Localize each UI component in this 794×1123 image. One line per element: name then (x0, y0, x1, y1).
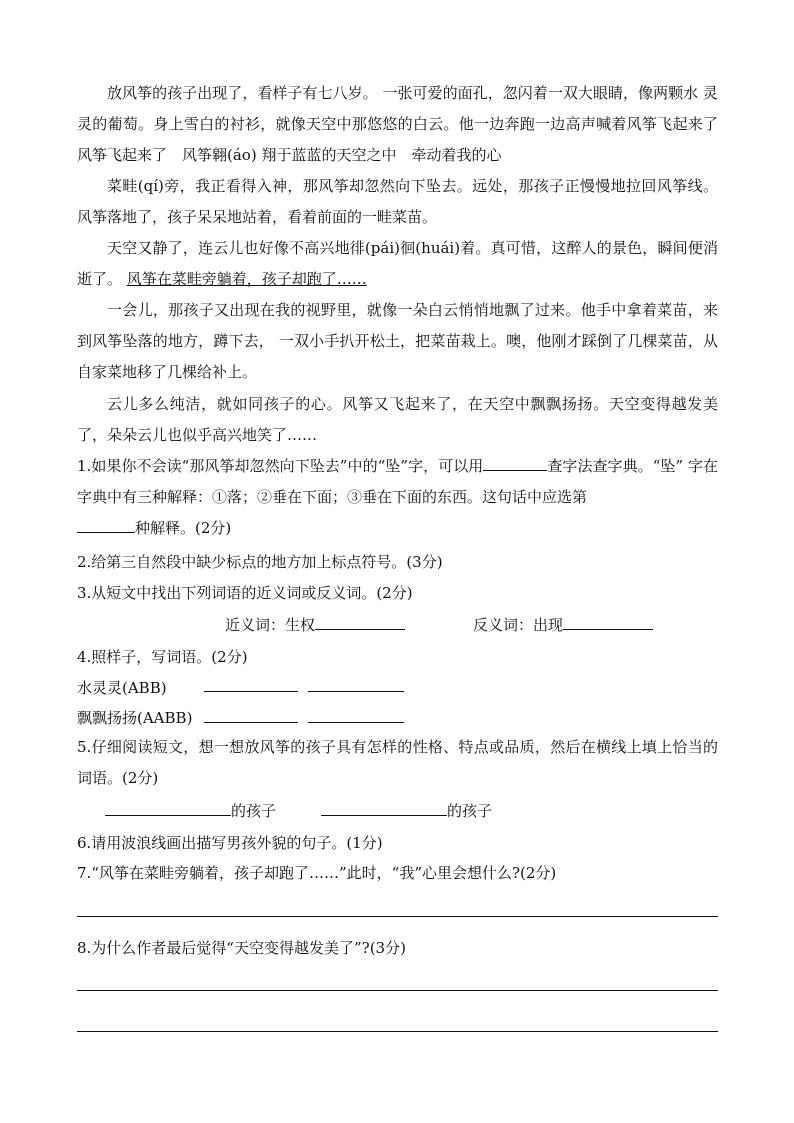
synonym-label: 近义词：生权 (225, 616, 316, 634)
abb-blank-1[interactable] (204, 677, 298, 692)
question-1-text-a: 1.如果你不会读“那风筝却忽然向下坠去”中的“坠”字，可以用 (77, 457, 484, 475)
answer-blank-1a[interactable] (483, 456, 547, 471)
question-8: 8.为什么作者最后觉得“天空变得越发美了”?(3分) (77, 939, 406, 957)
abb-label: 水灵灵(ABB) (77, 679, 167, 697)
question-4: 4.照样子，写词语。(2分) (77, 648, 248, 666)
passage-paragraph-3-text: 天空又静了，连云儿也好像不高兴地徘(pái)徊(huái)着。真可惜，这醉人的景色，瞬间便消逝了。 (77, 239, 718, 288)
passage-paragraph-1: 放风筝的孩子出现了，看样子有七八岁。 一张可爱的面孔，忽闪着一双大眼睛，像两颗水 灵灵的葡萄。身上雪白的衬衫，就像天空中那悠悠的白云。他一边奔跑一边高声喊着风筝飞起来了 风筝飞起来了 风筝翱(áo) 翔于蓝蓝的天空之中 牵动着我的心 (77, 84, 734, 164)
trait-blank-1[interactable] (105, 801, 231, 816)
question-3: 3.从短文中找出下列词语的近义词或反义词。(2分) (77, 584, 413, 602)
antonym-blank[interactable] (563, 615, 653, 630)
underlined-sentence: 风筝在菜畦旁躺着，孩子却跑了…… (126, 270, 367, 288)
trait-suffix-2: 的孩子 (447, 802, 493, 820)
answer-line-7[interactable] (77, 916, 718, 917)
trait-suffix-1: 的孩子 (231, 802, 277, 820)
answer-blank-1b[interactable] (77, 518, 135, 533)
aabb-label: 飘飘扬扬(AABB) (77, 709, 193, 727)
question-1 (77, 451, 718, 544)
synonym-blank[interactable] (315, 615, 405, 630)
passage-paragraph-3 (77, 233, 718, 295)
answer-line-8b[interactable] (77, 1031, 718, 1032)
aabb-blank-1[interactable] (204, 708, 298, 723)
answer-line-8a[interactable] (77, 990, 718, 991)
aabb-blank-2[interactable] (308, 708, 404, 723)
question-7: 7.“风筝在菜畦旁躺着，孩子却跑了……”此时，“我”心里会想什么?(2分) (77, 864, 557, 882)
question-5-answer-2 (321, 800, 718, 821)
passage-paragraph-4: 一会儿，那孩子又出现在我的视野里，就像一朵白云悄悄地飘了过来。他手中拿着菜苗，来到风筝坠落的地方，蹲下去， 一双小手扒开松土，把菜苗栽上。噢，他刚才踩倒了几棵菜苗，从自家菜地移了几棵给补上。 (77, 301, 718, 381)
passage-paragraph-5: 云儿多么纯洁，就如同孩子的心。风筝又飞起来了，在天空中飘飘扬扬。天空变得越发美了，朵朵云儿也似乎高兴地笑了…… (77, 395, 718, 444)
antonym-label: 反义词：出现 (473, 616, 564, 634)
question-6: 6.请用波浪线画出描写男孩外貌的句子。(1分) (77, 834, 383, 852)
question-5: 5.仔细阅读短文，想一想放风筝的孩子具有怎样的性格、特点或品质，然后在横线上填上恰当的词语。(2分) (77, 738, 718, 787)
question-3-antonym (473, 614, 718, 635)
question-1-text-b: 查字法查字典。“坠” 字在字典中有三种解释：①落；②垂在下面；③垂在下面的东西。这句话中应选第 (77, 457, 718, 506)
question-1-text-c: 种解释。(2分) (135, 519, 232, 537)
question-2: 2.给第三自然段中缺少标点的地方加上标点符号。(3分) (77, 553, 443, 571)
abb-blank-2[interactable] (308, 677, 404, 692)
trait-blank-2[interactable] (321, 801, 447, 816)
passage-paragraph-2: 菜畦(qí)旁，我正看得入神，那风筝却忽然向下坠去。远处，那孩子正慢慢地拉回风筝线。风筝落地了，孩子呆呆地站着，看着前面的一畦菜苗。 (77, 177, 718, 226)
